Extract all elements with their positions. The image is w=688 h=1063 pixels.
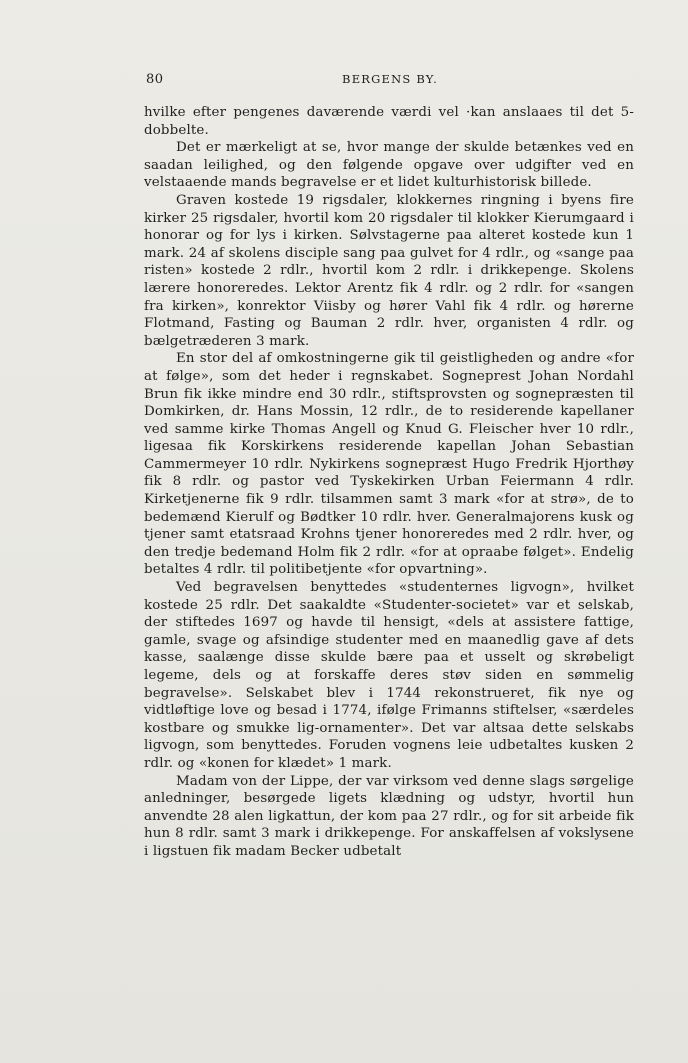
body-text bbox=[144, 104, 634, 861]
paragraph: Madam von der Lippe, der var virksom ved denne slags sørgelige anledninger, besørgede ligets klædning og udstyr, hvortil hun anvendte 28 alen ligkattun, der kom paa 27 rdlr., og for sit arbeide fik hun 8 rdlr. samt 3 mark i drikkepenge. For anskaffelsen af vokslysene i ligstuen fik madam Becker udbetalt bbox=[144, 773, 634, 859]
paragraph: Det er mærkeligt at se, hvor mange der skulde betænkes ved en saadan leilighed, og den følgende opgave over udgifter ved en velstaaende mands begravelse er et lidet kulturhistorisk billede. bbox=[144, 140, 634, 191]
page-number: 80 bbox=[146, 72, 164, 87]
paragraph: Ved begravelsen benyttedes «studenternes ligvogn», hvilket kostede 25 rdlr. Det saakaldte «Studenter-societet» var et selskab, der stiftedes 1697 og havde til hensigt, «dels at assistere fattige, gamle, svage og afsindige studenter med en maanedlig gave af dets kasse, saalænge disse skulde bære paa et usselt og skrøbeligt legeme, dels og at forskaffe deres støv siden en sømmelig begravelse». Selskabet blev i 1744 rekonstrueret, fik nye og vidtløftige love og besad i 1774, ifølge Frimanns stiftelser, «særdeles kostbare og smukke lig-ornamenter». Det var altsaa dette selskabs ligvogn, som benyttedes. Foruden vognens leie udbetaltes kusken 2 rdlr. og «konen for klædet» 1 mark. bbox=[144, 580, 634, 771]
paragraph: Graven kostede 19 rigsdaler, klokkernes ringning i byens fire kirker 25 rigsdaler, hvortil kom 20 rigsdaler til klokker Kierumgaard i honorar og for lys i kirken. Sølvstagerne paa alteret kostede kun 1 mark. 24 af skolens disciple sang paa gulvet for 4 rdlr., og «sange paa risten» kostede 2 rdlr., hvortil kom 2 rdlr. i drikkepenge. Skolens lærere honoreredes. Lektor Arentz fik 4 rdlr. og 2 rdlr. for «sangen fra kirken», konrektor Viisby og hører Vahl fik 4 rdlr. og hørerne Flotmand, Fasting og Bauman 2 rdlr. hver, organisten 4 rdlr. og bælgetræderen 3 mark. bbox=[144, 192, 634, 349]
page-header bbox=[146, 72, 634, 92]
paragraph: En stor del af omkostningerne gik til geistligheden og andre «for at følge», som det heder i regnskabet. Sogneprest Johan Nordahl Brun fik ikke mindre end 30 rdlr., stiftsprovsten og sognepræsten til Domkirken, dr. Hans Mossin, 12 rdlr., de to residerende kapellaner ved samme kirke Thomas Angell og Knud G. Fleischer hver 10 rdlr., ligesaa fik Korskirkens residerende kapellan Johan Sebastian Cammermeyer 10 rdlr. Nykirkens sognepræst Hugo Fredrik Hjorthøy fik 8 rdlr. og pastor ved Tyskekirken Urban Feiermann 4 rdlr. Kirketjenerne fik 9 rdlr. tilsammen samt 3 mark «for at strø», de to bedemænd Kierulf og Bødtker 10 rdlr. hver. Generalmajorens kusk og tjener samt etatsraad Krohns tjener honoreredes med 2 rdlr. hver, og den tredje bedemand Holm fik 2 rdlr. «for at opraabe følget». Endelig betaltes 4 rdlr. til politibetjente «for opvartning». bbox=[144, 351, 634, 578]
running-title: BERGENS BY. bbox=[342, 72, 438, 86]
paragraph: hvilke efter pengenes daværende værdi vel ·kan anslaaes til det 5-dobbelte. bbox=[144, 105, 634, 138]
